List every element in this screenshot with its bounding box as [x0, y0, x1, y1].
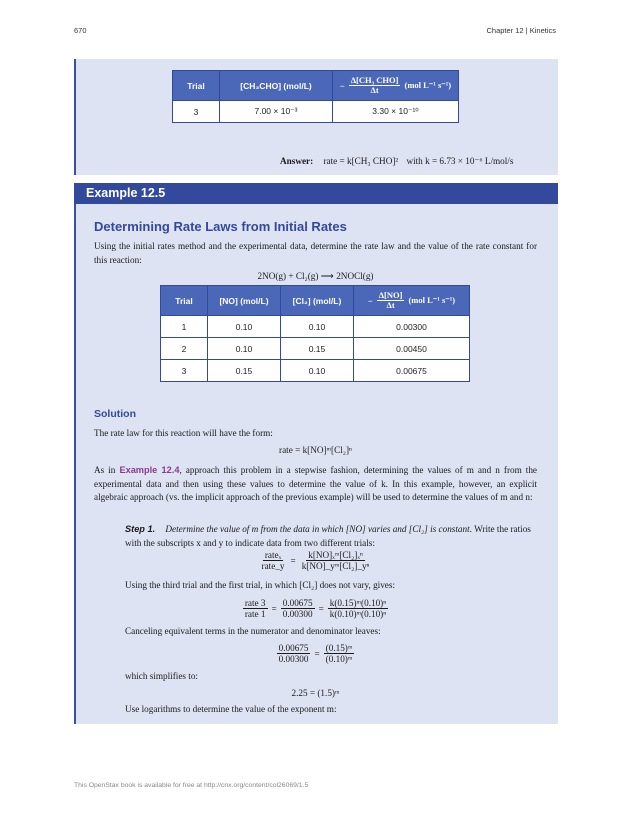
- units: (mol L⁻¹ s⁻¹): [408, 295, 456, 305]
- table-header: Trial: [173, 71, 220, 101]
- numerator: Δ[CH₃ CHO]: [350, 74, 399, 85]
- numerator: Δ[NO]: [378, 289, 403, 300]
- table-row: [161, 316, 470, 338]
- table-cell: 3: [161, 360, 208, 382]
- table-cell: 0.10: [208, 316, 281, 338]
- answer-rate-equation: rate = k[CH₃ CHO]²: [323, 156, 399, 166]
- example-12-4-link[interactable]: Example 12.4: [119, 465, 180, 475]
- numerator: rate 3: [244, 598, 266, 608]
- table-cell: 0.00300: [354, 316, 470, 338]
- numerator: (0.15)ᵐ: [325, 643, 353, 653]
- step1-label: Step 1.: [125, 524, 156, 534]
- simplifies-text: which simplifies to:: [125, 671, 198, 681]
- denominator: Δt: [370, 85, 379, 95]
- numerator: 0.00675: [282, 598, 313, 608]
- minus-sign: −: [339, 80, 345, 91]
- table-cell: 0.10: [208, 338, 281, 360]
- previous-data-table: [172, 70, 459, 123]
- reaction-equation: 2NO(g) + Cl₂(g) ⟶ 2NOCl(g): [257, 271, 374, 281]
- denominator: k[NO]_yᵐ[Cl₂]_yⁿ: [301, 561, 370, 572]
- minus-sign: −: [367, 295, 373, 306]
- units: (mol L⁻¹ s⁻¹): [404, 80, 452, 90]
- table-cell: 7.00 × 10⁻³: [220, 101, 333, 123]
- denominator: rate_y: [261, 561, 285, 572]
- example-title: Determining Rate Laws from Initial Rates: [94, 219, 347, 234]
- trial-ratio-equation: $\frac{\text{rate 3}}{\text{rate 1}}$ = $\frac{0.00675}{0.00300}$ = $\frac{\text{k(0.15)ᵐ(0.10)ⁿ}}{\text{k(0.10)ᵐ(0.10)ⁿ}}$: [244, 598, 387, 620]
- table-header: Trial: [161, 286, 208, 316]
- table-header: [CH₃CHO] (mol/L): [220, 71, 333, 101]
- numerator: 0.00675: [278, 643, 309, 653]
- table-header: [Cl₂] (mol/L): [281, 286, 354, 316]
- table-cell: 0.10: [281, 360, 354, 382]
- simplified-equation: 2.25 = (1.5)ᵐ: [291, 688, 340, 698]
- denominator: 0.00300: [278, 654, 309, 665]
- table-cell: 3.30 × 10⁻¹⁰: [333, 101, 459, 123]
- table-row: [161, 338, 470, 360]
- table-cell: 1: [161, 316, 208, 338]
- canceled-equation: $\frac{0.00675}{0.00300}$ = $\frac{\text{(0.15)ᵐ}}{\text{(0.10)ᵐ}}$: [278, 643, 353, 665]
- logarithm-text: Use logarithms to determine the value of the exponent m:: [125, 704, 337, 714]
- denominator: (0.10)ᵐ: [325, 654, 353, 665]
- ratio-equation: $\frac{\text{rateₓ}}{\text{rate\_y}}$ = $\frac{\text{k[NO]ₓᵐ[Cl₂]ₓⁿ}}{\text{k[NO]\_yᵐ[Cl₂]\_yⁿ}}$: [261, 550, 370, 572]
- table-cell: 2: [161, 338, 208, 360]
- answer-line: [280, 156, 513, 167]
- table-header: [NO] (mol/L): [208, 286, 281, 316]
- table-header: [333, 71, 459, 101]
- rate-law-form: rate = k[NO]ᵐ[Cl₂]ⁿ: [279, 445, 352, 455]
- numerator: k[NO]ₓᵐ[Cl₂]ₓⁿ: [308, 550, 363, 560]
- chapter-header: Chapter 12 | Kinetics: [486, 26, 556, 35]
- table-cell: 0.10: [281, 316, 354, 338]
- approach-prefix: As in: [94, 465, 116, 475]
- denominator: Δt: [386, 300, 395, 310]
- table-row: [161, 360, 470, 382]
- denominator: 0.00300: [282, 609, 313, 620]
- table-cell: 0.00450: [354, 338, 470, 360]
- table-cell: 0.15: [281, 338, 354, 360]
- step1-text: . Write the ratios with the subscripts x and y to indicate data from two different trials:: [125, 524, 531, 548]
- approach-text: , approach this problem in a stepwise fashion, determining the values of m and n from the experimental data and then using these values to determine the value of k. In this example, however, an explicit algebraic approach (vs. the implicit approach of the previous example) will be used to determine the values of m and n:: [94, 465, 538, 502]
- third-first-text: Using the third trial and the first trial, in which [Cl₂] does not vary, gives:: [125, 580, 396, 590]
- footer-text: This OpenStax book is available for free at http://cnx.org/content/col26069/1.5: [74, 782, 309, 789]
- step1-instruction: Determine the value of m from the data in which [NO] varies and [Cl₂] is constant: [165, 524, 470, 534]
- experimental-data-table: [160, 285, 470, 382]
- solution-heading: Solution: [94, 408, 136, 420]
- answer-k-value: with k = 6.73 × 10⁻⁶ L/mol/s: [406, 156, 514, 166]
- intro-paragraph: Using the initial rates method and the experimental data, determine the rate law and the value of the rate constant for this reaction:: [94, 241, 537, 265]
- denominator: rate 1: [244, 609, 266, 620]
- table-cell: 0.15: [208, 360, 281, 382]
- approach-paragraph: [94, 464, 537, 505]
- answer-label: Answer:: [280, 156, 314, 166]
- page-number: 670: [74, 26, 87, 35]
- table-header: [354, 286, 470, 316]
- table-cell: 3: [173, 101, 220, 123]
- denominator: k(0.10)ᵐ(0.10)ⁿ: [329, 609, 387, 620]
- step1-paragraph: [125, 523, 537, 550]
- example-label-bar: [74, 183, 558, 204]
- table-cell: 0.00675: [354, 360, 470, 382]
- example-label: Example 12.5: [86, 186, 166, 200]
- cancel-text: Canceling equivalent terms in the numerator and denominator leaves:: [125, 626, 381, 636]
- numerator: rateₓ: [264, 550, 282, 560]
- numerator: k(0.15)ᵐ(0.10)ⁿ: [329, 598, 387, 608]
- solution-intro: The rate law for this reaction will have the form:: [94, 428, 273, 438]
